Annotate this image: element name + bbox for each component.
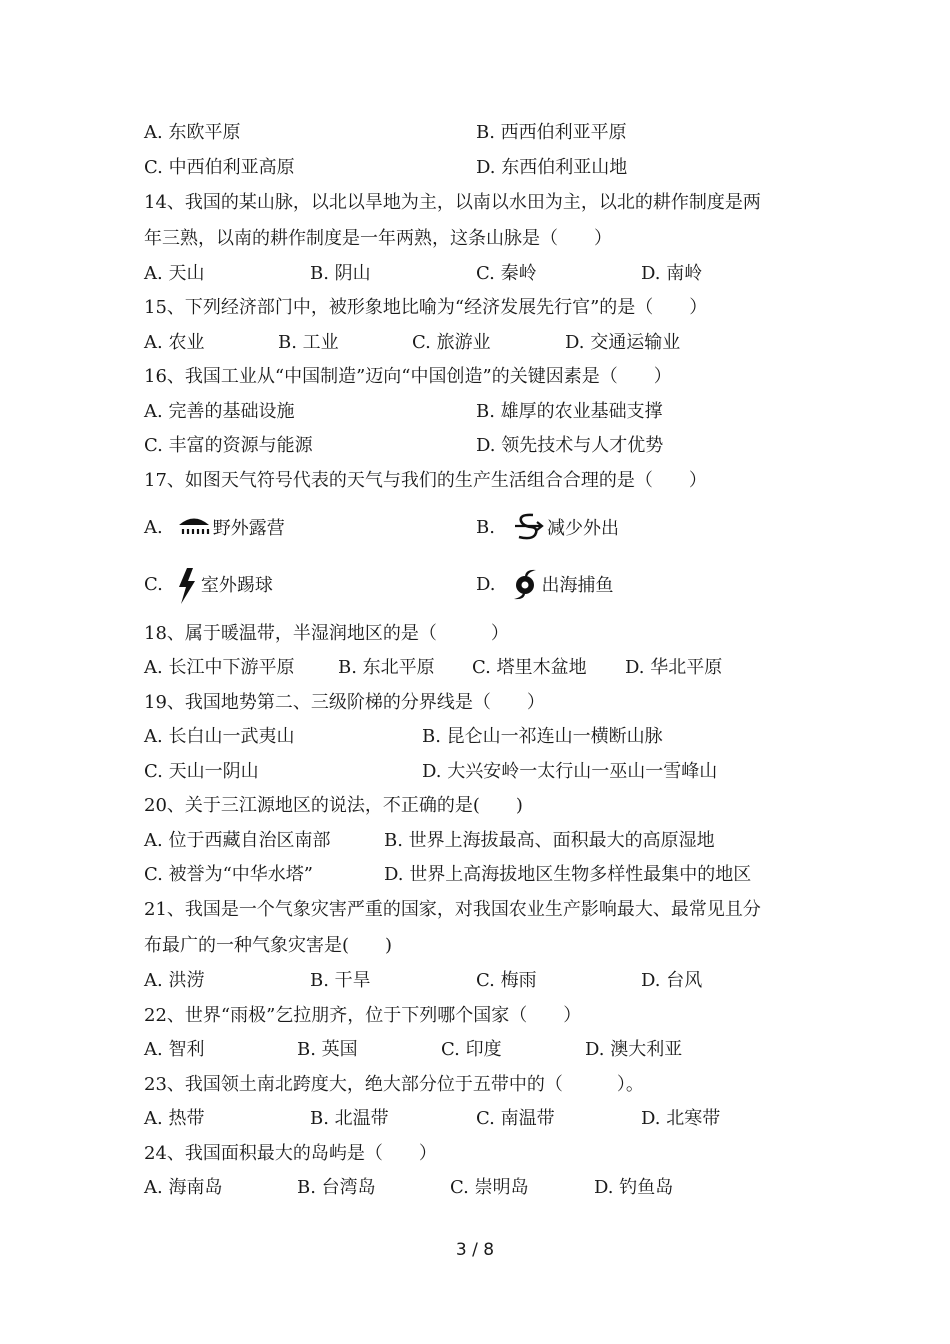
q22-option-d: D. 澳大利亚 (585, 1039, 683, 1060)
q14-option-a: A. 天山 (144, 263, 205, 284)
q17-options-row-1 (0, 507, 950, 547)
q16-stem: 16、我国工业从“中国制造”迈向“中国创造”的关键因素是（ ） (144, 366, 672, 387)
q17-option-b (476, 507, 619, 547)
q16-options-row-2 (0, 434, 950, 458)
q16-option-a: A. 完善的基础设施 (144, 401, 295, 422)
q21-option-c: C. 梅雨 (476, 970, 537, 991)
q18-stem: 18、属于暖温带，半湿润地区的是（ ） (144, 623, 509, 644)
q17-option-a (144, 507, 285, 547)
q13-options-row-2 (0, 156, 950, 180)
q20-option-a: A. 位于西藏自治区南部 (144, 830, 331, 851)
q13-options-row-1 (0, 121, 950, 145)
q21-options-row (0, 969, 950, 993)
q17-stem: 17、如图天气符号代表的天气与我们的生产生活组合合理的是（ ） (144, 470, 707, 491)
q19-options-row-1 (0, 725, 950, 749)
q13-option-a: A. 东欧平原 (144, 122, 241, 143)
q24-option-c: C. 崇明岛 (450, 1177, 529, 1198)
q17-options-row-2 (0, 562, 950, 602)
q13-option-d: D. 东西伯利亚山地 (476, 157, 628, 178)
q15-option-d: D. 交通运输业 (565, 332, 681, 353)
q23-option-b: B. 北温带 (310, 1108, 389, 1129)
q24-options-row (0, 1176, 950, 1200)
q16-option-d: D. 领先技术与人才优势 (476, 435, 664, 456)
q17-option-b-label: 减少外出 (546, 518, 619, 539)
q15-option-a: A. 农业 (144, 332, 205, 353)
q21-option-b: B. 干旱 (310, 970, 371, 991)
q20-stem: 20、关于三江源地区的说法，不正确的是( ) (144, 795, 523, 816)
q15-option-b: B. 工业 (278, 332, 339, 353)
q14-option-b: B. 阴山 (310, 263, 371, 284)
sandstorm-icon (511, 510, 545, 544)
q13-option-c: C. 中西伯利亚高原 (144, 157, 295, 178)
rainstorm-icon (177, 510, 211, 544)
q15-options-row (0, 331, 950, 355)
q20-option-b: B. 世界上海拔最高、面积最大的高原湿地 (384, 830, 715, 851)
q14-stem-line-2: 年三熟，以南的耕作制度是一年两熟，这条山脉是（ ） (144, 228, 612, 249)
q17-option-c-label: 室外踢球 (200, 575, 273, 596)
q18-option-d: D. 华北平原 (625, 657, 723, 678)
thunder-icon (173, 567, 199, 601)
q18-option-c: C. 塔里木盆地 (472, 657, 587, 678)
q17-option-a-letter: A. (144, 516, 163, 538)
q23-option-a: A. 热带 (144, 1108, 205, 1129)
q18-option-a: A. 长江中下游平原 (144, 657, 295, 678)
q19-option-c: C. 天山一阴山 (144, 761, 259, 782)
q17-option-b-letter: B. (476, 516, 495, 538)
q14-stem-line-1: 14、我国的某山脉，以北以旱地为主，以南以水田为主，以北的耕作制度是两 (144, 192, 761, 213)
q21-option-a: A. 洪涝 (144, 970, 205, 991)
q20-option-c: C. 被誉为“中华水塔” (144, 864, 313, 885)
q17-option-c-letter: C. (144, 573, 163, 595)
q22-option-c: C. 印度 (441, 1039, 502, 1060)
q19-option-b: B. 昆仑山一祁连山一横断山脉 (422, 726, 663, 747)
q15-stem: 15、下列经济部门中，被形象地比喻为“经济发展先行官”的是（ ） (144, 297, 708, 318)
q18-options-row (0, 656, 950, 680)
q20-options-row-1 (0, 829, 950, 853)
q24-option-a: A. 海南岛 (144, 1177, 223, 1198)
q16-option-c: C. 丰富的资源与能源 (144, 435, 313, 456)
q17-option-d (476, 562, 614, 606)
q19-stem: 19、我国地势第二、三级阶梯的分界线是（ ） (144, 692, 545, 713)
q17-option-d-label: 出海捕鱼 (541, 575, 614, 596)
q15-option-c: C. 旅游业 (412, 332, 491, 353)
q22-option-b: B. 英国 (297, 1039, 358, 1060)
q23-stem: 23、我国领土南北跨度大，绝大部分位于五带中的（ ）。 (144, 1074, 644, 1095)
q16-options-row-1 (0, 400, 950, 424)
q22-options-row (0, 1038, 950, 1062)
q14-option-c: C. 秦岭 (476, 263, 537, 284)
q24-option-d: D. 钓鱼岛 (594, 1177, 674, 1198)
q16-option-b: B. 雄厚的农业基础支撑 (476, 401, 663, 422)
q14-options-row (0, 262, 950, 286)
q20-option-d: D. 世界上高海拔地区生物多样性最集中的地区 (384, 864, 752, 885)
q20-options-row-2 (0, 863, 950, 887)
q17-option-c (144, 562, 273, 606)
q23-options-row (0, 1107, 950, 1131)
q21-stem-line-1: 21、我国是一个气象灾害严重的国家，对我国农业生产影响最大、最常见且分 (144, 899, 761, 920)
q17-option-a-label: 野外露营 (212, 518, 285, 539)
q23-option-d: D. 北寒带 (641, 1108, 721, 1129)
typhoon-icon (510, 567, 540, 601)
page-number: 3 / 8 (455, 1240, 495, 1260)
q19-option-a: A. 长白山一武夷山 (144, 726, 295, 747)
q24-stem: 24、我国面积最大的岛屿是（ ） (144, 1143, 437, 1164)
q19-options-row-2 (0, 760, 950, 784)
q23-option-c: C. 南温带 (476, 1108, 555, 1129)
q18-option-b: B. 东北平原 (338, 657, 435, 678)
q24-option-b: B. 台湾岛 (297, 1177, 376, 1198)
q22-stem: 22、世界“雨极”乞拉朋齐，位于下列哪个国家（ ） (144, 1005, 582, 1026)
q21-option-d: D. 台风 (641, 970, 703, 991)
q22-option-a: A. 智利 (144, 1039, 205, 1060)
q21-stem-line-2: 布最广的一种气象灾害是( ) (144, 935, 393, 956)
q14-option-d: D. 南岭 (641, 263, 703, 284)
q13-option-b: B. 西西伯利亚平原 (476, 122, 627, 143)
q17-option-d-letter: D. (476, 573, 496, 595)
q19-option-d: D. 大兴安岭一太行山一巫山一雪峰山 (422, 761, 718, 782)
